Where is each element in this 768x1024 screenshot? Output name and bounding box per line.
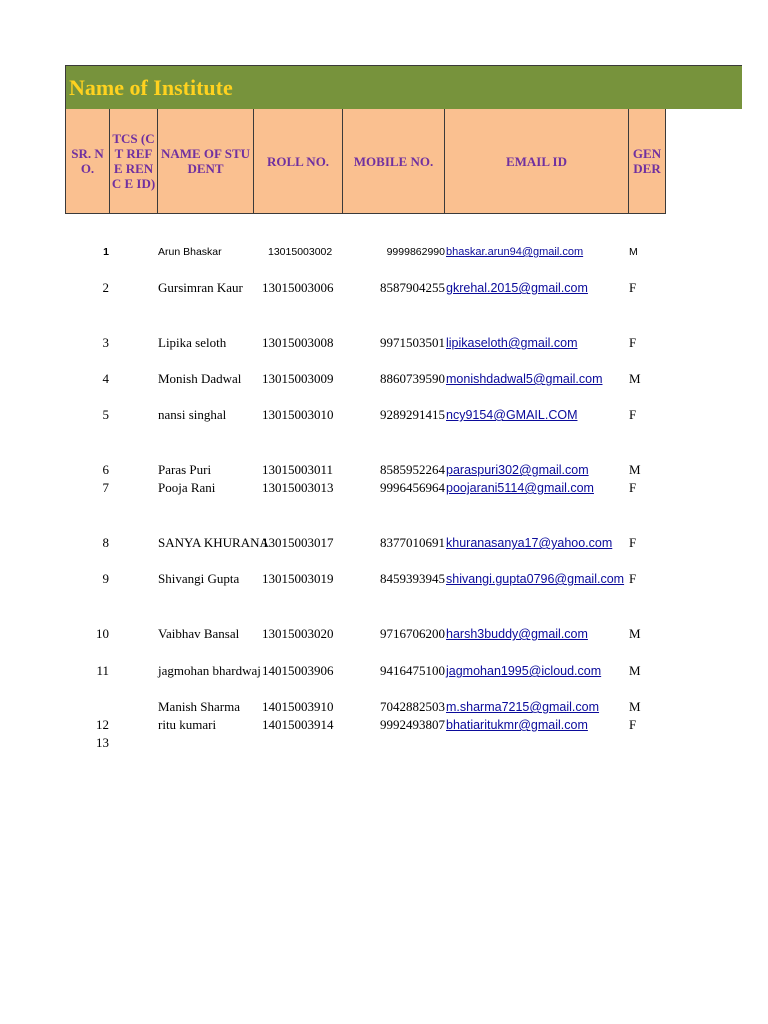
email-link[interactable]: monishdadwal5@gmail.com: [446, 372, 603, 386]
email-link[interactable]: jagmohan1995@icloud.com: [446, 664, 602, 678]
cell-gender: M: [629, 462, 641, 477]
cell-mobile: 8459393945: [380, 571, 445, 586]
cell-name: jagmohan bhardwaj: [158, 663, 261, 678]
cell-name: Shivangi Gupta: [158, 571, 240, 586]
table-row: [65, 370, 742, 388]
cell-sr-no: 7: [102, 480, 109, 495]
cell-gender: M: [629, 371, 641, 386]
email-link[interactable]: harsh3buddy@gmail.com: [446, 627, 588, 641]
header-mobile-no: MOBILE NO.: [343, 109, 445, 213]
cell-mobile: 9996456964: [380, 480, 445, 495]
email-link[interactable]: bhaskar.arun94@gmail.com: [446, 246, 584, 258]
table-row: [65, 625, 742, 643]
table-row: [65, 734, 742, 752]
table-row: [65, 534, 742, 552]
cell-gender: F: [629, 407, 637, 422]
cell-mobile: 8860739590: [380, 371, 445, 386]
cell-gender: F: [629, 571, 637, 586]
cell-name: Arun Bhaskar: [158, 246, 222, 258]
table-row: [65, 279, 742, 297]
header-roll-no: ROLL NO.: [254, 109, 343, 213]
cell-mobile: 9716706200: [380, 626, 445, 641]
cell-roll-no: 13015003019: [262, 571, 334, 586]
email-link[interactable]: paraspuri302@gmail.com: [446, 463, 589, 477]
cell-gender: F: [629, 717, 637, 732]
cell-mobile: 9971503501: [380, 335, 445, 350]
cell-sr-no: 12: [96, 717, 109, 732]
cell-name: Monish Dadwal: [158, 371, 242, 386]
cell-sr-no: 6: [102, 462, 109, 477]
cell-sr-no: 11: [96, 663, 109, 678]
cell-mobile: 8585952264: [380, 462, 445, 477]
cell-mobile: 9289291415: [380, 407, 445, 422]
cell-mobile: 9416475100: [380, 663, 445, 678]
cell-name: Pooja Rani: [158, 480, 216, 495]
cell-roll-no: 13015003020: [262, 626, 334, 641]
cell-gender: M: [629, 246, 638, 258]
cell-gender: F: [629, 535, 637, 550]
cell-roll-no: 13015003017: [262, 535, 334, 550]
table-row: [65, 662, 742, 680]
cell-name: Gursimran Kaur: [158, 280, 243, 295]
cell-roll-no: 13015003006: [262, 280, 334, 295]
table-row: [65, 479, 742, 497]
cell-sr-no: 13: [96, 735, 109, 750]
email-link[interactable]: lipikaseloth@gmail.com: [446, 336, 578, 350]
cell-name: Paras Puri: [158, 462, 212, 477]
cell-mobile: 8377010691: [380, 535, 445, 550]
page-title: Name of Institute: [69, 75, 233, 100]
cell-sr-no: 5: [102, 407, 109, 422]
cell-sr-no: 8: [102, 535, 109, 550]
cell-roll-no: 13015003009: [262, 371, 334, 386]
cell-name: ritu kumari: [158, 717, 217, 732]
cell-roll-no: 14015003906: [262, 663, 334, 678]
cell-gender: M: [629, 663, 641, 678]
table-row: [65, 461, 742, 479]
cell-name: Lipika seloth: [158, 335, 227, 350]
cell-roll-no: 13015003002: [268, 246, 333, 258]
email-link[interactable]: bhatiaritukmr@gmail.com: [446, 718, 588, 732]
header-email-id: EMAIL ID: [445, 109, 629, 213]
cell-roll-no: 14015003910: [262, 699, 334, 714]
cell-name: Manish Sharma: [158, 699, 240, 714]
email-link[interactable]: ncy9154@GMAIL.COM: [446, 408, 578, 422]
cell-roll-no: 13015003011: [262, 462, 334, 477]
table-row: [65, 334, 742, 352]
cell-gender: F: [629, 335, 637, 350]
cell-gender: F: [629, 480, 637, 495]
cell-mobile: 7042882503: [380, 699, 445, 714]
cell-sr-no: 4: [102, 371, 109, 386]
email-link[interactable]: khuranasanya17@yahoo.com: [446, 536, 613, 550]
cell-roll-no: 13015003013: [262, 480, 334, 495]
cell-sr-no: 1: [103, 246, 109, 258]
cell-sr-no: 10: [96, 626, 109, 641]
cell-name: Vaibhav Bansal: [158, 626, 240, 641]
header-sr-no: SR. NO.: [66, 109, 110, 213]
cell-mobile: 8587904255: [380, 280, 445, 295]
cell-gender: M: [629, 699, 641, 714]
table-row: [65, 698, 742, 716]
email-link[interactable]: m.sharma7215@gmail.com: [446, 700, 600, 714]
table-header: [65, 109, 666, 214]
cell-gender: M: [629, 626, 641, 641]
title-bar: [65, 65, 742, 109]
cell-mobile: 9992493807: [380, 717, 445, 732]
cell-mobile: 9999862990: [386, 246, 445, 258]
table-row: [65, 716, 742, 734]
email-link[interactable]: poojarani5114@gmail.com: [446, 481, 594, 495]
cell-roll-no: 13015003010: [262, 407, 334, 422]
table-row: [65, 570, 742, 588]
header-name: NAME OF STUDENT: [158, 109, 254, 213]
email-link[interactable]: gkrehal.2015@gmail.com: [446, 281, 588, 295]
header-tcs-id: TCS (CT REFE RENC E ID): [110, 109, 158, 213]
cell-sr-no: 3: [102, 335, 109, 350]
table-row: [65, 406, 742, 424]
cell-roll-no: 14015003914: [262, 717, 334, 732]
cell-roll-no: 13015003008: [262, 335, 334, 350]
cell-sr-no: 9: [102, 571, 109, 586]
cell-name: nansi singhal: [158, 407, 227, 422]
cell-sr-no: 2: [102, 280, 109, 295]
cell-name: SANYA KHURANA: [158, 535, 269, 550]
table-row: [65, 243, 742, 261]
cell-sr-no: [65, 698, 109, 716]
cell-gender: F: [629, 280, 637, 295]
email-link[interactable]: shivangi.gupta0796@gmail.com: [446, 572, 625, 586]
header-gender: GEN DER: [629, 109, 666, 213]
